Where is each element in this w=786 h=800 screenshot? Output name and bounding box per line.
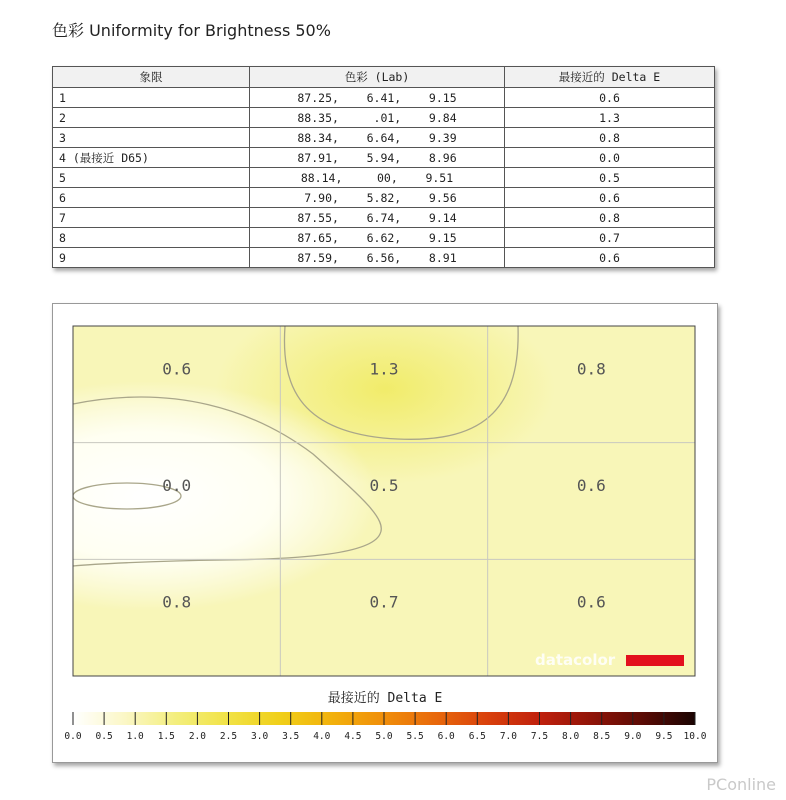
lab-cell: 87.59, 6.56, 8.91 (250, 248, 505, 268)
delta-e-cell: 0.0 (505, 148, 715, 168)
colorbar-tick-label: 2.5 (219, 731, 238, 742)
quadrant-cell: 5 (53, 168, 250, 188)
quadrant-cell: 9 (53, 248, 250, 268)
colorbar-tick-label: 7.5 (530, 731, 549, 742)
cell-value-label: 0.5 (369, 476, 399, 495)
cell-value-label: 1.3 (369, 359, 399, 379)
delta-e-cell: 1.3 (505, 108, 715, 128)
lab-table-container (52, 66, 715, 268)
delta-e-cell: 0.6 (505, 248, 715, 268)
colorbar-tick-label: 9.0 (624, 731, 642, 742)
lab-cell: 88.35, .01, 9.84 (250, 108, 505, 128)
colorbar-tick-label: 3.0 (251, 731, 269, 742)
quadrant-cell: 6 (53, 188, 250, 208)
colorbar-tick-label: 6.5 (468, 731, 486, 742)
header-lab: 色彩 (Lab) (250, 67, 505, 88)
table-row (53, 248, 715, 268)
cell-value-label: 0.7 (369, 592, 399, 612)
uniformity-heatmap (53, 304, 717, 762)
table-row (53, 148, 715, 168)
delta-e-cell: 0.6 (505, 88, 715, 108)
cell-value-label: 0.8 (162, 592, 192, 612)
colorbar-tick-label: 4.0 (313, 731, 331, 742)
cell-value-label: 0.8 (576, 359, 606, 379)
colorbar-tick-label: 1.5 (157, 731, 175, 742)
quadrant-cell: 2 (53, 108, 250, 128)
colorbar-tick-label: 5.5 (406, 731, 424, 742)
colorbar-tick-label: 6.0 (437, 731, 455, 742)
colorbar-tick-label: 4.5 (344, 731, 362, 742)
lab-cell: 87.91, 5.94, 8.96 (250, 148, 505, 168)
colorbar-tick-label: 3.5 (282, 731, 300, 742)
header-quadrant: 象限 (53, 67, 250, 88)
colorbar-label: 最接近的 Delta E (327, 691, 443, 706)
delta-e-cell: 0.7 (505, 228, 715, 248)
lab-cell: 7.90, 5.82, 9.56 (250, 188, 505, 208)
table-row (53, 168, 715, 188)
page-title: 色彩 Uniformity for Brightness 50% (52, 21, 331, 40)
colorbar-tick-label: 7.0 (499, 731, 517, 742)
table-row (53, 188, 715, 208)
cell-value-label: 0.6 (576, 476, 606, 495)
uniformity-chart-panel (52, 303, 718, 763)
delta-e-cell: 0.5 (505, 168, 715, 188)
cell-value-label: 0.6 (162, 359, 192, 379)
colorbar-tick-label: 8.0 (562, 731, 580, 742)
lab-cell: 87.65, 6.62, 9.15 (250, 228, 505, 248)
table-row (53, 108, 715, 128)
colorbar-tick-label: 10.0 (683, 731, 707, 742)
colorbar-tick-label: 1.0 (126, 731, 144, 742)
colorbar-tick-label: 0.0 (64, 731, 82, 742)
delta-e-cell: 0.6 (505, 188, 715, 208)
delta-e-cell: 0.8 (505, 128, 715, 148)
quadrant-cell: 4 (最接近 D65) (53, 148, 250, 168)
header-delta-e: 最接近的 Delta E (505, 67, 715, 88)
colorbar-tick-label: 0.5 (95, 731, 113, 742)
table-header-row (53, 67, 715, 88)
colorbar-tick-label: 9.5 (655, 731, 673, 742)
colorbar-tick-label: 2.0 (188, 731, 206, 742)
colorbar-tick-label: 8.5 (593, 731, 611, 742)
quadrant-cell: 3 (53, 128, 250, 148)
brand-logo-bar (626, 655, 684, 666)
table-row (53, 128, 715, 148)
cell-value-label: 0.0 (162, 476, 192, 495)
lab-cell: 88.14, 00, 9.51 (250, 168, 505, 188)
table-row (53, 228, 715, 248)
lab-table (52, 66, 715, 268)
lab-cell: 88.34, 6.64, 9.39 (250, 128, 505, 148)
quadrant-cell: 7 (53, 208, 250, 228)
watermark: PConline (706, 775, 776, 794)
colorbar-tick-label: 5.0 (375, 731, 393, 742)
cell-value-label: 0.6 (576, 592, 606, 612)
table-row (53, 88, 715, 108)
brand-logo-text: datacolor (535, 651, 616, 669)
lab-cell: 87.25, 6.41, 9.15 (250, 88, 505, 108)
quadrant-cell: 1 (53, 88, 250, 108)
lab-cell: 87.55, 6.74, 9.14 (250, 208, 505, 228)
quadrant-cell: 8 (53, 228, 250, 248)
table-row (53, 208, 715, 228)
delta-e-cell: 0.8 (505, 208, 715, 228)
